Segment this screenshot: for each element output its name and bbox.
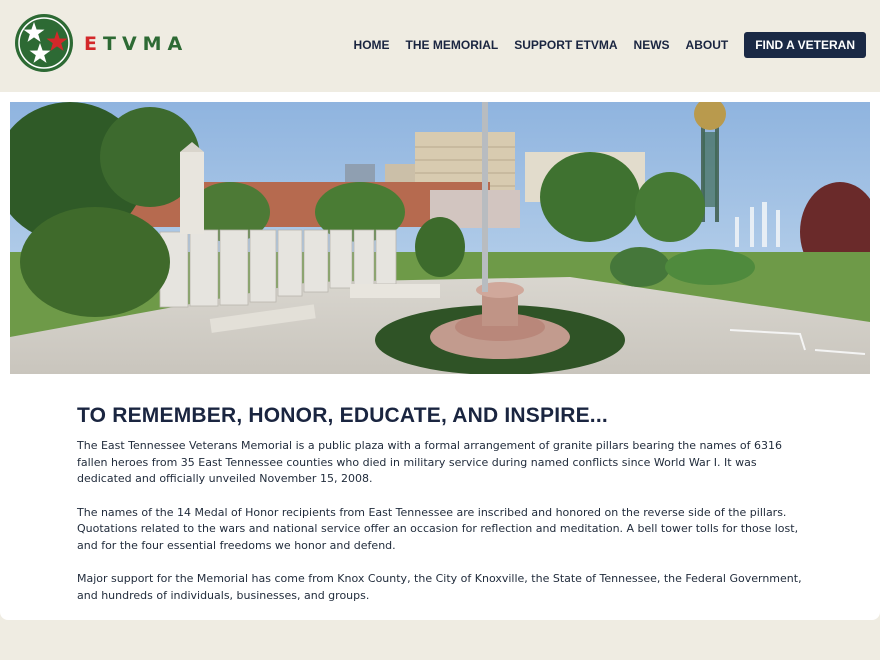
content-card — [0, 92, 880, 620]
intro-paragraph-3: Major support for the Memorial has come from Knox County, the City of Knoxville, the State of Tennessee, the Federal Government, and hundreds of individuals, businesses, and groups. — [77, 572, 802, 602]
nav-news[interactable]: NEWS — [633, 38, 670, 52]
main-nav — [338, 32, 866, 58]
page-title: TO REMEMBER, HONOR, EDUCATE, AND INSPIRE... — [77, 404, 608, 427]
nav-home[interactable]: HOME — [353, 38, 390, 52]
nav-support-etvma[interactable]: SUPPORT ETVMA — [514, 38, 618, 52]
brand-wordmark-first: E — [84, 33, 103, 55]
site-header — [0, 0, 880, 92]
brand-wordmark-rest: TVMA — [102, 33, 189, 55]
intro-paragraph-2: The names of the 14 Medal of Honor recipients from East Tennessee are inscribed and honored on the reverse side of the pillars. Quotations related to the wars and national service offer an occasion for reflection and meditation. A bell tower tolls for those lost, and for the four essential freedoms we honor and defend. — [77, 505, 799, 552]
nav-about[interactable]: ABOUT — [685, 38, 729, 52]
hero-image — [10, 102, 870, 374]
tristar-logo-icon[interactable] — [14, 13, 74, 73]
intro-paragraph-1: The East Tennessee Veterans Memorial is a public plaza with a formal arrangement of granite pillars bearing the names of 6316 fallen heroes from 35 East Tennessee counties who died in military service during named conflicts since World War I. It was dedicated and officially unveiled November 15, 2008. — [77, 439, 782, 485]
nav-the-memorial[interactable]: THE MEMORIAL — [405, 38, 499, 52]
intro-section — [77, 404, 807, 621]
find-a-veteran-button[interactable]: FIND A VETERAN — [744, 32, 866, 58]
brand-wordmark[interactable] — [84, 33, 188, 55]
memorial-plaza-photo — [10, 102, 870, 374]
